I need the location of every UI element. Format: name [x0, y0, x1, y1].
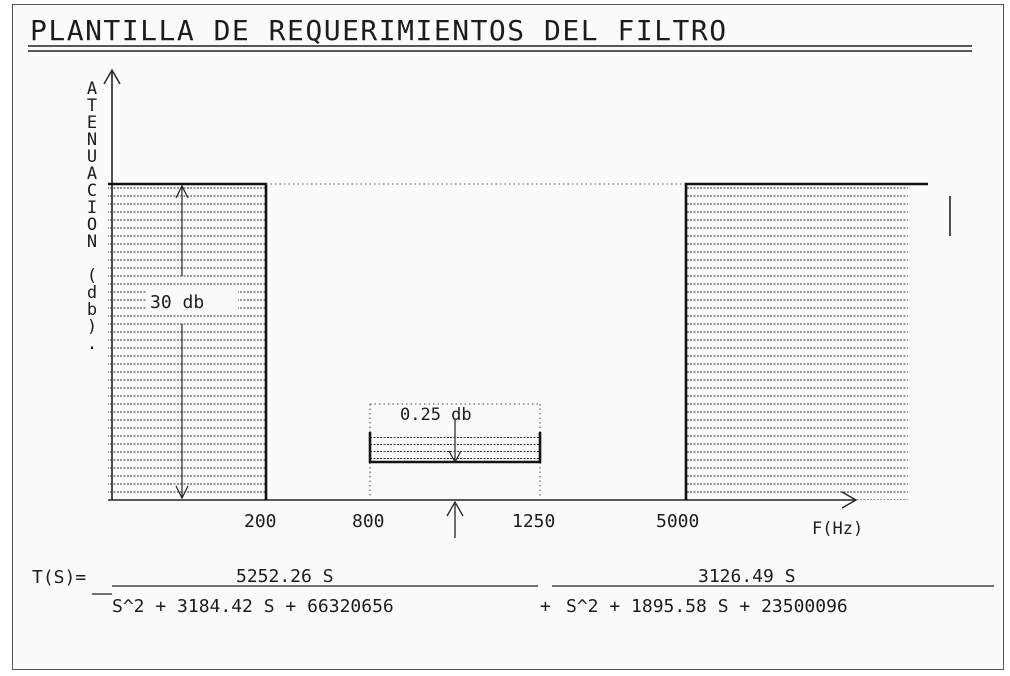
tick-label-5000: 5000: [656, 511, 700, 532]
y-axis-label: [87, 79, 97, 354]
passband-ripple-label: 0.25 db: [400, 405, 472, 425]
plus-sign: +: [540, 596, 551, 617]
denominator-1: S^2 + 3184.42 S + 66320656: [112, 596, 394, 617]
x-axis-label: F(Hz): [812, 519, 864, 539]
right-stopband-hatch: [686, 184, 908, 500]
numerator-1: 5252.26 S: [236, 566, 334, 587]
denominator-2: S^2 + 1895.58 S + 23500096: [566, 596, 848, 617]
tick-label-800: 800: [352, 511, 385, 532]
tick-label-200: 200: [244, 511, 277, 532]
page-title: PLANTILLA DE REQUERIMIENTOS DEL FILTRO: [30, 14, 728, 47]
tick-label-1250: 1250: [512, 511, 556, 532]
numerator-2: 3126.49 S: [698, 566, 796, 587]
y-axis-label-text: A T E N U A C I O N ( d b ) .: [86, 79, 98, 354]
left-stopband-hatch: [108, 184, 266, 500]
stopband-attenuation-label: 30 db: [150, 292, 205, 313]
transfer-function-lhs: T(S)=: [32, 567, 87, 588]
